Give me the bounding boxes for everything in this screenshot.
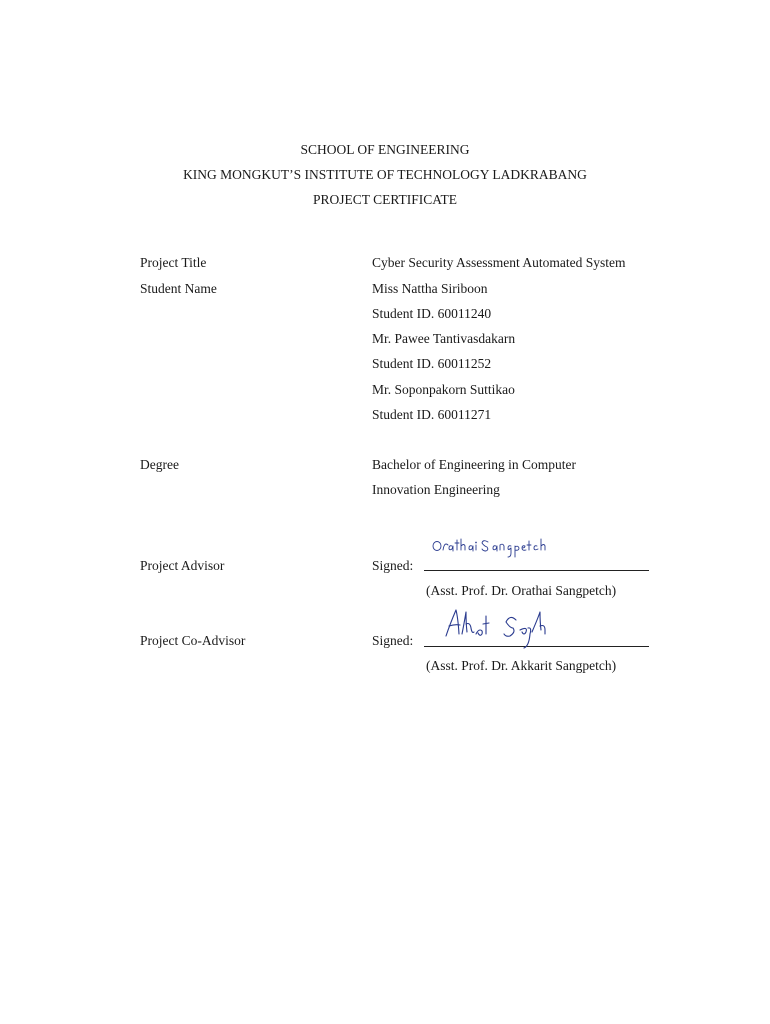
co-advisor-signature xyxy=(440,606,560,652)
project-title-value: Cyber Security Assessment Automated System xyxy=(372,255,626,270)
advisor-signature-line xyxy=(424,570,649,571)
co-advisor-signed-label: Signed: xyxy=(372,633,414,648)
student-line: Student ID. 60011271 xyxy=(372,407,492,422)
co-advisor-name: (Asst. Prof. Dr. Akkarit Sangpetch) xyxy=(426,658,617,673)
student-name-label: Student Name xyxy=(140,281,217,296)
document-title: PROJECT CERTIFICATE xyxy=(312,192,458,207)
degree-line: Innovation Engineering xyxy=(372,482,500,497)
degree-line: Bachelor of Engineering in Computer xyxy=(372,457,576,472)
institute-heading: KING MONGKUT’S INSTITUTE OF TECHNOLOGY LADKRABANG xyxy=(183,167,587,182)
student-line: Mr. Pawee Tantivasdakarn xyxy=(372,331,516,346)
advisor-signature xyxy=(430,534,550,560)
project-title-label: Project Title xyxy=(140,255,207,270)
student-line: Miss Nattha Siriboon xyxy=(372,281,488,296)
advisor-signed-label: Signed: xyxy=(372,558,414,573)
student-line: Student ID. 60011240 xyxy=(372,306,492,321)
student-line: Mr. Soponpakorn Suttikao xyxy=(372,382,515,397)
student-line: Student ID. 60011252 xyxy=(372,356,492,371)
school-heading: SCHOOL OF ENGINEERING xyxy=(300,142,470,157)
degree-label: Degree xyxy=(140,457,179,472)
project-advisor-label: Project Advisor xyxy=(140,558,225,573)
project-co-advisor-label: Project Co-Advisor xyxy=(140,633,246,648)
advisor-name: (Asst. Prof. Dr. Orathai Sangpetch) xyxy=(426,583,617,598)
